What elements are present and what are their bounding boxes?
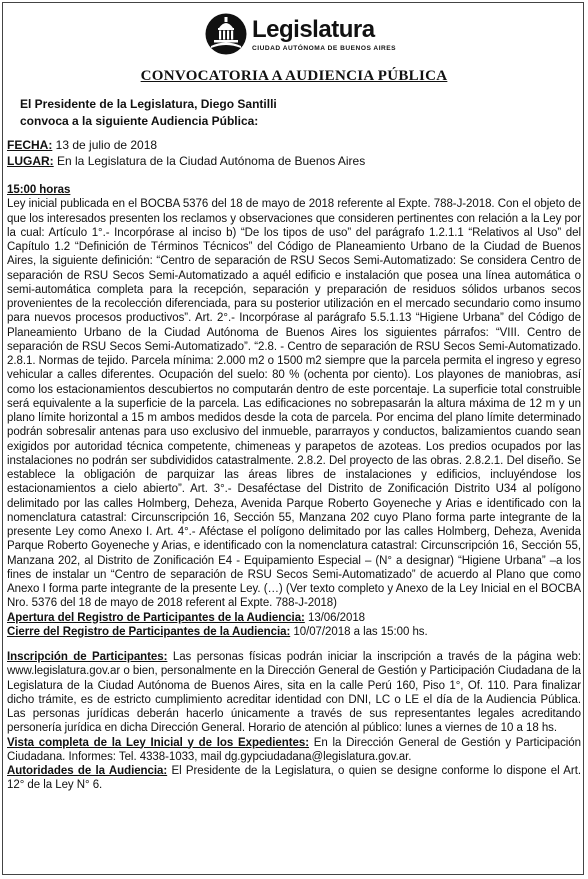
legislature-building-seal-icon (205, 12, 247, 56)
fecha-value: 13 de julio de 2018 (52, 138, 158, 152)
time-heading: 15:00 horas (7, 184, 71, 196)
intro (20, 96, 277, 130)
cierre-label: Cierre del Registro de Participantes de la Audiencia: (7, 625, 291, 638)
autoridades-value: El Presidente de la Legislatura, o quien se designe conforme lo dispone el Art. 12° de la Ley N° 6. (7, 765, 581, 792)
lugar-label: LUGAR: (7, 154, 54, 168)
date-place (7, 137, 365, 169)
fecha-label: FECHA: (7, 138, 53, 152)
header (0, 10, 588, 66)
vista-value: En la Dirección General de Gestión y Participación Ciudadana. Informes: Tel. 4338-1033, mail dg.gypciudadana@legislatura.gov.ar. (7, 736, 581, 763)
intro-line-2: convoca a la siguiente Audiencia Pública: (20, 114, 259, 128)
brand-subtitle: CIUDAD AUTÓNOMA DE BUENOS AIRES (252, 45, 397, 52)
inscripcion-value: Las personas físicas podrán iniciar la inscripción a través de la página web: www.legislatura.gov.ar o bien, personalmente en la Dirección General de Gestión y Participación Ciudadana de la Legislatura de la Ciudad Autónoma de Buenos Aires, sita en la calle Perú 160, Piso 1°, Of. 110. Para finalizar dicho trámite, es de estricto cumplimiento acreditar identidad con DNI, LC o LE el día de la Audiencia Pública. Las personas jurídicas deberán hacerlo únicamente a través de sus representantes legales acreditando personería jurídica en dicha Dirección General. Horario de atención al público: lunes a viernes de 10 a 18 hs. (7, 651, 582, 735)
vista-label: Vista completa de la Ley Inicial y de los Expedientes: (7, 736, 309, 749)
inscripcion-label: Inscripción de Participantes: (7, 651, 168, 663)
intro-line-1: El Presidente de la Legislatura, Diego Santilli (20, 97, 277, 111)
body-paragraph: Ley inicial publicada en el BOCBA 5376 del 18 de mayo de 2018 referente al Expte. 788-J-2018. Con el objeto de que los interesados presenten los reclamos y observaciones que consideren pertinentes con relación a la Ley por la cual: Artículo 1°.- Incorpórase al inciso b) “De los tipos de uso” del parágrafo 1.2.1.1 “Relativos al Uso” del Capítulo 1.2 “Definición de Términos Técnicos” del Código de Planeamiento Urbano de la Ciudad de Buenos Aires, la siguiente definición: “Centro de separación de RSU Secos Semi-Automatizado: Se considera Centro de separación de RSU Secos Semi-Automatizado a aquél edificio e instalación que posea una línea automática o semi-automática completa para la recepción, separación y preparación de residuos sólidos urbanos secos provenientes de la recolección diferenciada, para su posterior utilización en el mercado secundario como insumo para nuevos procesos productivos”. Art. 2°.- Incorpórase al parágrafo 5.5.1.13 “Higiene Urbana” del Código de Planeamiento Urbano de la Ciudad Autónoma de Buenos Aires los siguientes párrafos: “VIII. Centro de separación de RSU Secos Semi-Automatizado”. “2.8. - Centro de separación de RSU Secos Semi-Automatizado. 2.8.1. Normas de tejido. Parcela mínima: 2.000 m2 o 1500 m2 siempre que la parcela permita el ingreso y egreso vehicular a calles diferentes. Ocupación del suelo: 80 % (ochenta por ciento). Los playones de maniobras, así como los estacionamientos descubiertos no computarán dentro de este porcentaje. La superficie total construible será equivalente a la superficie de la parcela. Las edificaciones no sobrepasarán la altura máxima de 12 m y un plano límite horizontal a 15 m ambos medidos desde la cota de parcela. Por encima del plano límite determinado podrán sobresalir antenas para uso exclusivo del inmueble, pararrayos y conductos, balizamientos cuando sean exigidos por autoridad técnica competente, chimeneas y parapetos de azoteas. Los predios ocupados por las instalaciones no podrán ser subdivididos catastralmente. 2.8.2. Del proyecto de las obras. 2.8.2.1. Del diseño. Se establece la obligación de parquizar las áreas libres de instalaciones y edificios, incluyéndose los estacionamientos a cielo abierto”. Art. 3°.- Desaféctase del Distrito de Zonificación Distrito U34 al polígono delimitado por las calles Holmberg, Deheza, Avenida Parque Roberto Goyeneche y Arias e identificado con la nomenclatura catastral: Circunscripción 16, Sección 55, Manzana 202 cuyo Plano forma parte integrante de la presente Ley como Anexo I. Art. 4°.- Aféctase el polígono delimitado por las calles Holmberg, Deheza, Avenida Parque Roberto Goyeneche y Arias, e identificado con la nomenclatura catastral: Circunscripción 16, Sección 55, Manzana 202, al Distrito de Zonificación E4 - Equipamiento Especial – (N° a designar) “Higiene Urbana” –a los fines de instalar un “Centro de separación de RSU Secos Semi-Automatizado” de acuerdo al Plano que como Anexo I forma parte integrante de la presente Ley. (…) (Ver texto completo y Anexo de la Ley Inicial en el BOCBA Nro. 5376 del 18 de mayo de 2018 referent al Expte. 788-J-2018) (7, 198, 581, 610)
notice-body (7, 183, 581, 793)
notice-title: CONVOCATORIA A AUDIENCIA PÚBLICA (140, 68, 448, 84)
brand-name: Legislatura (252, 16, 375, 43)
autoridades-label: Autoridades de la Audiencia: (7, 765, 168, 777)
lugar-value: En la Legislatura de la Ciudad Autónoma de Buenos Aires (53, 154, 366, 168)
apertura-value: 13/06/2018 (304, 611, 366, 624)
cierre-value: 10/07/2018 a las 15:00 hs. (290, 625, 428, 638)
lugar-row (7, 153, 365, 169)
fecha-row (7, 137, 365, 153)
apertura-label: Apertura del Registro de Participantes de la Audiencia: (7, 611, 305, 624)
